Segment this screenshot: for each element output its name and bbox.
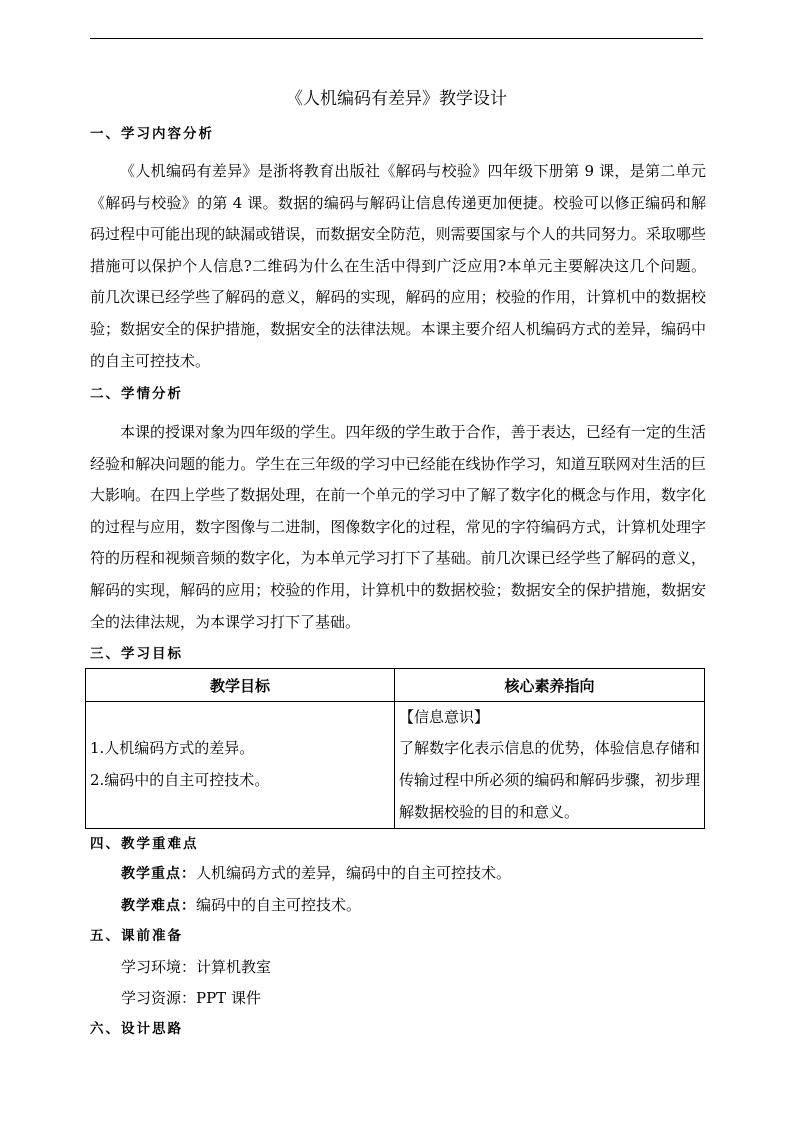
difficulty-label: 教学难点： xyxy=(121,898,196,914)
table-header-teaching-goals: 教学目标 xyxy=(86,669,395,702)
header-rule xyxy=(90,38,703,39)
key-point-label: 教学重点： xyxy=(121,866,196,882)
key-point-line xyxy=(121,862,511,885)
literacy-description: 了解数字化表示信息的优势，体验信息存储和传输过程中所必须的编码和解码步骤，初步理解数据校验的目的和意义。 xyxy=(399,739,700,821)
paragraph-content-analysis: 《人机编码有差异》是浙将教育出版社《解码与校验》四年级下册第 9 课，是第二单元《解码与校验》的第 4 课。数据的编码与解码让信息传递更加便捷。校验可以修正编码和解码过程中可能出现的缺漏或错误，而数据安全防范，则需要国家与个人的共同努力。采取哪些措施可以保护个人信息?二维码为什么在生活中得到广泛应用?本单元主要解决这几个问题。前几次课已经学些了解码的意义，解码的实现，解码的应用；校验的作用，计算机中的数据校验；数据安全的保护措施，数据安全的法律法规。本课主要介绍人机编码方式的差异，编码中的自主可控技术。 xyxy=(90,162,706,370)
document-title: 《人机编码有差异》教学设计 xyxy=(286,89,507,109)
key-point-text: 人机编码方式的差异，编码中的自主可控技术。 xyxy=(196,864,512,882)
difficulty-text: 编码中的自主可控技术。 xyxy=(196,896,362,914)
table-header-row xyxy=(86,669,705,702)
teaching-goals-cell xyxy=(86,702,395,829)
section-heading-learning-goals: 三、学习目标 xyxy=(90,646,183,662)
learning-resources-line: 学习资源：PPT 课件 xyxy=(121,989,261,1007)
goal-item: 1.人机编码方式的差异。 xyxy=(90,739,255,757)
difficulty-line xyxy=(121,894,361,917)
core-literacy-cell xyxy=(395,702,705,829)
table-header-core-literacy: 核心素养指向 xyxy=(395,669,705,702)
section-heading-design-ideas: 六、设计思路 xyxy=(90,1021,183,1037)
section-heading-preparation: 五、课前准备 xyxy=(90,928,183,944)
paragraph-student-analysis: 本课的授课对象为四年级的学生。四年级的学生敢于合作，善于表达，已经有一定的生活经验和解决问题的能力。学生在三年级的学习中已经能在线协作学习，知道互联网对生活的巨大影响。在四上学些了数据处理，在前一个单元的学习中了解了数字化的概念与作用，数字化的过程与应用，数字图像与二进制，图像数字化的过程，常见的字符编码方式，计算机处理字符的历程和视频音频的数字化，为本单元学习打下了基础。前几次课已经学些了解码的意义，解码的实现，解码的应用；校验的作用，计算机中的数据校验；数据安全的保护措施，数据安全的法律法规，为本课学习打下了基础。 xyxy=(90,423,706,631)
literacy-tag: 【信息意识】 xyxy=(399,708,490,726)
learning-environment-line: 学习环境：计算机教室 xyxy=(121,958,272,976)
table-row xyxy=(86,702,705,829)
section-heading-student-analysis: 二、学情分析 xyxy=(90,386,183,402)
goal-item: 2.编码中的自主可控技术。 xyxy=(90,771,270,789)
section-heading-content-analysis: 一、学习内容分析 xyxy=(90,126,214,142)
learning-goals-table xyxy=(85,668,705,829)
section-heading-key-difficulties: 四、教学重难点 xyxy=(90,836,199,852)
